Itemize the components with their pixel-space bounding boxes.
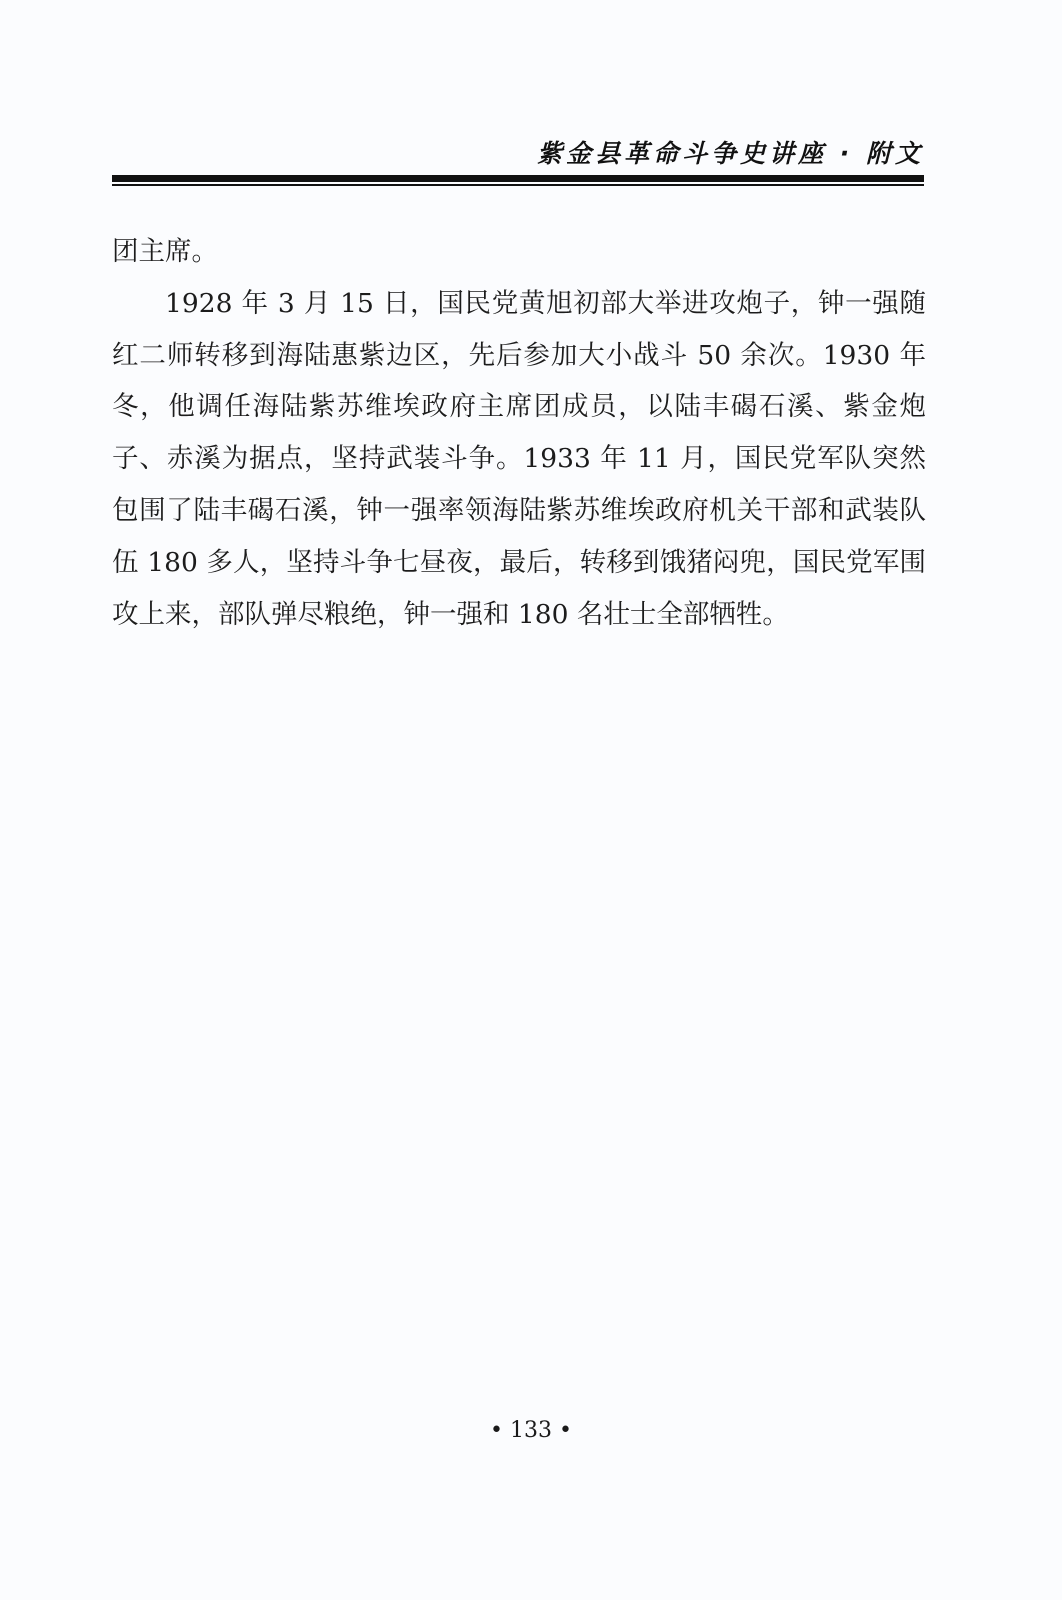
paragraph-continuation: 团主席。 xyxy=(112,236,218,267)
body-text xyxy=(112,226,926,640)
paragraph: 1928 年 3 月 15 日，国民党黄旭初部大举进攻炮子，钟一强随红二师转移到海陆惠紫边区，先后参加大小战斗 50 余次。1930 年冬，他调任海陆紫苏维埃政府主席团成员，以陆丰碣石溪、紫金炮子、赤溪为据点，坚持武装斗争。1933 年 11 月，国民党军队突然包围了陆丰碣石溪，钟一强率领海陆紫苏维埃政府机关干部和武装队伍 180 多人，坚持斗争七昼夜，最后，转移到饿猪闷兜，国民党军围攻上来，部队弹尽粮绝，钟一强和 180 名壮士全部牺牲。 xyxy=(112,287,926,630)
page-number: • 133 • xyxy=(490,1418,572,1443)
running-header: 紫金县革命斗争史讲座 · 附文 xyxy=(537,139,924,168)
header-rule xyxy=(112,175,924,182)
header-rule-thin xyxy=(112,184,924,186)
